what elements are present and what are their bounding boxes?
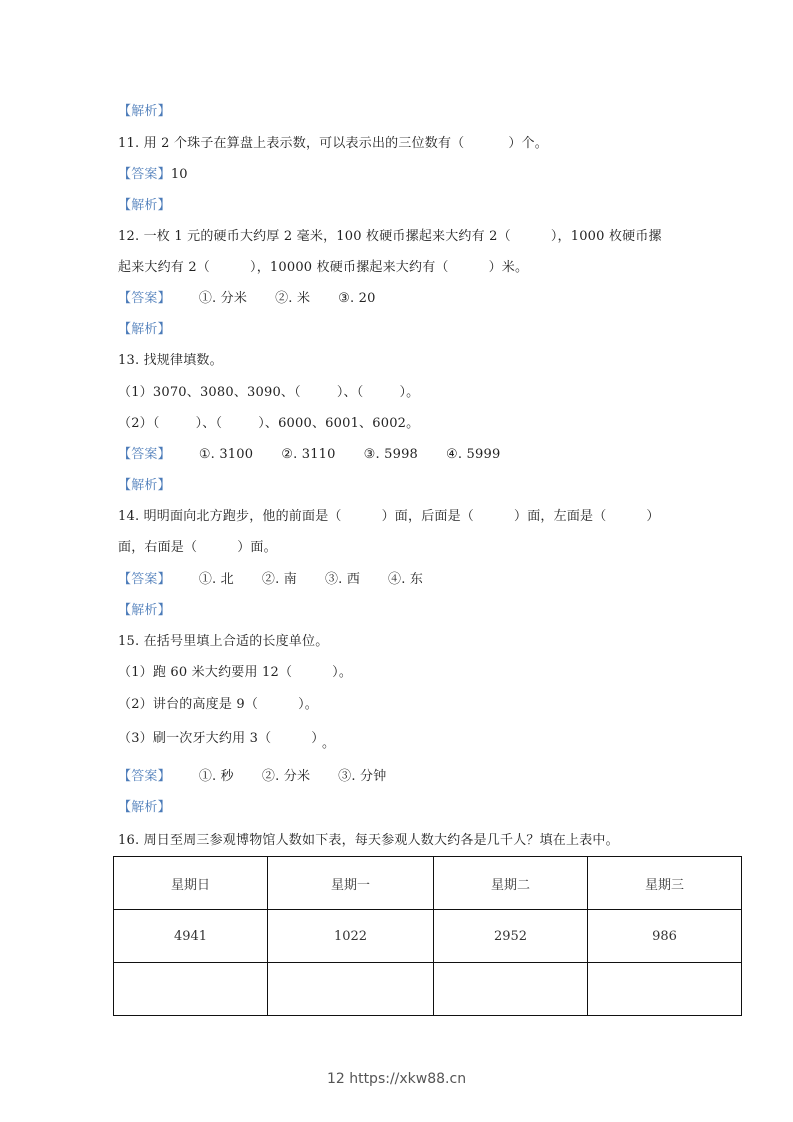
q15-answer-3: ③. 分钟 [338, 769, 387, 784]
q14-text: 面，右面是（ [118, 540, 198, 555]
q11-analysis-label [118, 197, 171, 215]
question-11 [118, 135, 548, 153]
q13-text: （2）（ [118, 416, 160, 431]
q13-text: ）、（ [336, 385, 364, 400]
header-wednesday: 星期三 [588, 857, 742, 910]
question-13-sub2 [118, 415, 419, 433]
q14-answer-1: ①. 北 [198, 572, 234, 587]
analysis-tag: 【解析】 [118, 322, 171, 337]
q13-text: ）、（ [195, 416, 223, 431]
q15-answer-line [118, 768, 386, 786]
q12-text: ）米。 [488, 260, 529, 275]
q11-answer-line [118, 166, 188, 184]
q13-text: ）。 [399, 385, 420, 400]
q13-text: （1）3070、3080、3090、（ [118, 385, 301, 400]
question-13-title: 13. 找规律填数。 [118, 353, 223, 368]
q13-answer-2: ②. 3110 [281, 447, 336, 462]
q15-text: （2）讲台的高度是 9（ [118, 697, 259, 712]
blank-cell-tuesday [434, 963, 588, 1016]
table-header-row [114, 857, 742, 910]
q13-answer-1: ①. 3100 [198, 447, 254, 462]
question-12-line2 [118, 259, 528, 277]
q14-answer-4: ④. 东 [388, 572, 424, 587]
q14-analysis-label [118, 602, 171, 620]
question-12-line1 [118, 228, 662, 246]
visitors-table [113, 856, 742, 1016]
q14-text: 14. 明明面向北方跑步，他的前面是（ [118, 509, 342, 524]
header-monday: 星期一 [268, 857, 434, 910]
q12-text: 12. 一枚 1 元的硬币大约厚 2 毫米，100 枚硬币摞起来大约有 2（ [118, 229, 511, 244]
q15-answer-1: ①. 秒 [198, 769, 234, 784]
table-row-values [114, 910, 742, 963]
question-15-title: 15. 在括号里填上合适的长度单位。 [118, 634, 329, 649]
analysis-tag: 【解析】 [118, 478, 171, 493]
analysis-tag: 【解析】 [118, 603, 171, 618]
header-tuesday: 星期二 [434, 857, 588, 910]
q13-answer-4: ④. 5999 [446, 447, 501, 462]
q12-text: ），10000 枚硬币摞起来大约有（ [250, 260, 449, 275]
q11-text-before: 11. 用 2 个珠子在算盘上表示数，可以表示出的三位数有（ [118, 136, 465, 151]
blank-cell-wednesday [588, 963, 742, 1016]
header-sunday: 星期日 [114, 857, 268, 910]
page-footer: 12 https://xkw88.cn [326, 1071, 467, 1087]
analysis-tag: 【解析】 [118, 198, 171, 213]
answer-tag: 【答案】 [118, 447, 171, 462]
q15-text: ）。 [332, 665, 353, 680]
q15-text: （3）刷一次牙大约用 3（ [118, 731, 272, 746]
blank-cell-sunday [114, 963, 268, 1016]
value-wednesday: 986 [588, 910, 742, 963]
q15-text: ） [311, 731, 318, 746]
q11-answer: 10 [170, 167, 188, 182]
q12-text: ），1000 枚硬币摞 [550, 229, 662, 244]
question-15-sub3 [118, 730, 336, 751]
table-row-blank [114, 963, 742, 1016]
q12-text: 起来大约有 2（ [118, 260, 211, 275]
q13-text: ）、6000、6001、6002。 [258, 416, 420, 431]
q12-answer-line [118, 290, 376, 308]
value-tuesday: 2952 [434, 910, 588, 963]
answer-tag: 【答案】 [118, 291, 171, 306]
q13-analysis-label [118, 477, 171, 495]
analysis-tag: 【解析】 [118, 800, 171, 815]
q14-text: ）面，后面是（ [381, 509, 475, 524]
q15-answer-2: ②. 分米 [261, 769, 311, 784]
question-15-sub2 [118, 696, 318, 714]
answer-tag: 【答案】 [118, 769, 171, 784]
analysis-tag: 【解析】 [118, 104, 171, 119]
blank-cell-monday [268, 963, 434, 1016]
q14-text: ）面，左面是（ [514, 509, 607, 524]
question-16-title: 16. 周日至周三参观博物馆人数如下表，每天参观人数大约各是几千人？填在上表中。 [118, 833, 619, 848]
q15-text: 。 [321, 736, 336, 751]
answer-tag: 【答案】 [118, 167, 171, 182]
q14-answer-2: ②. 南 [261, 572, 297, 587]
q12-answer-1: ①. 分米 [198, 291, 248, 306]
q11-text-after: ）个。 [508, 136, 548, 151]
question-13-sub1 [118, 384, 419, 402]
answer-tag: 【答案】 [118, 572, 171, 587]
value-monday: 1022 [268, 910, 434, 963]
q12-analysis-label [118, 321, 171, 339]
q14-text: ）面。 [237, 540, 277, 555]
question-15-sub1 [118, 664, 352, 682]
q14-text: ） [646, 509, 660, 524]
question-14-line2 [118, 539, 277, 557]
question-14-line1 [118, 508, 660, 526]
q13-answer-3: ③. 5998 [363, 447, 419, 462]
q14-answer-line [118, 571, 423, 589]
q14-answer-3: ③. 西 [324, 572, 361, 587]
q15-text: ）。 [298, 697, 318, 712]
q15-analysis-label [118, 799, 171, 817]
value-sunday: 4941 [114, 910, 268, 963]
q15-text: （1）跑 60 米大约要用 12（ [118, 665, 293, 680]
q10-analysis-label [118, 103, 171, 121]
q12-answer-2: ②. 米 [275, 291, 311, 306]
q12-answer-3: ③. 20 [338, 291, 376, 306]
q13-answer-line [118, 446, 500, 464]
